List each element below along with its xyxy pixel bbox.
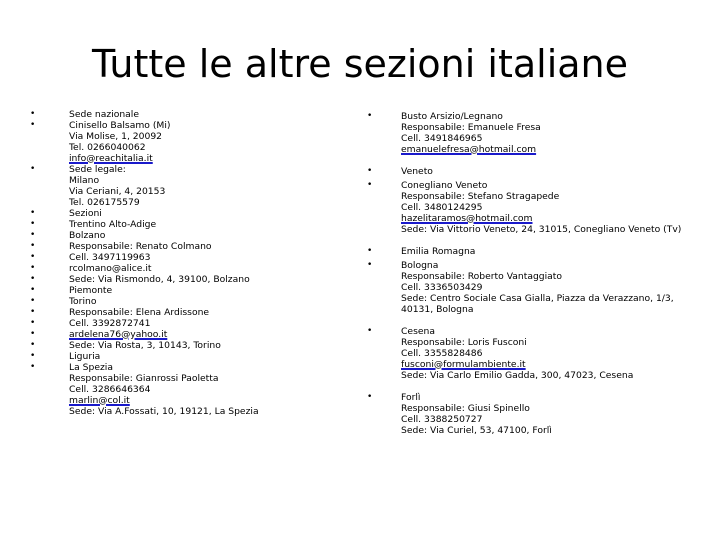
text-line: Sezioni [69,208,102,219]
list-item [30,120,330,164]
text-line: Trentino Alto-Adige [69,219,157,230]
text-line: Sede: Via Rosta, 3, 10143, Torino [69,340,221,351]
right-column [367,111,712,436]
bullet-icon: • [367,246,373,256]
text-line: Responsabile: Stefano Stragapede [401,191,560,202]
text-line: Torino [69,296,97,307]
text-line: Cell. 3491846965 [401,133,483,144]
text-line: Sede: Via Carlo Emilio Gadda, 300, 47023, Cesena [401,370,634,381]
text-line: Cesena [401,326,435,337]
text-line: Bolzano [69,230,106,241]
bullet-icon: • [367,326,373,336]
list-item [30,307,330,318]
bullet-icon: • [30,120,36,130]
list-item [30,219,330,230]
bullet-icon: • [367,111,373,121]
bullet-icon: • [367,166,373,176]
left-column [30,109,330,417]
list-item [30,230,330,241]
bullet-icon: • [367,392,373,402]
text-line: Bologna [401,260,439,271]
text-line: Responsabile: Renato Colmano [69,241,212,252]
text-line: Cell. 3497119963 [69,252,151,263]
bullet-icon: • [30,230,36,240]
bullet-icon: • [30,296,36,306]
text-line: Sede: Via Vittorio Veneto, 24, 31015, Conegliano Veneto (Tv) [401,224,682,235]
bullet-icon: • [30,208,36,218]
bullet-icon: • [30,241,36,251]
list-item [30,109,330,120]
bullet-icon: • [30,307,36,317]
text-line: Milano [69,175,100,186]
list-item [367,111,712,155]
email-link[interactable]: emanuelefresa@hotmail.com [401,144,537,155]
list-item [30,274,330,285]
bullet-icon: • [30,219,36,229]
text-line: Tel. 0266040062 [69,142,146,153]
text-line: Responsabile: Loris Fusconi [401,337,527,348]
list-item [30,263,330,274]
list-item [30,164,330,208]
text-line: Via Molise, 1, 20092 [69,131,163,142]
text-line: Cinisello Balsamo (Mi) [69,120,171,131]
list-item [367,326,712,381]
bullet-icon: • [30,252,36,262]
list-item [367,246,712,257]
text-line: Responsabile: Roberto Vantaggiato [401,271,563,282]
text-line: Cell. 3388250727 [401,414,483,425]
text-line: Veneto [401,166,433,177]
list-item [30,318,330,329]
list-item [30,285,330,296]
list-item [30,208,330,219]
text-line: 40131, Bologna [401,304,474,315]
text-line: Cell. 3286646364 [69,384,151,395]
bullet-icon: • [367,180,373,190]
email-link[interactable]: hazelitaramos@hotmail.com [401,213,533,224]
list-item [30,252,330,263]
text-line: Responsabile: Emanuele Fresa [401,122,541,133]
text-line: Responsabile: Gianrossi Paoletta [69,373,219,384]
list-item [367,180,712,235]
text-line: Responsabile: Elena Ardissone [69,307,210,318]
text-line: Via Ceriani, 4, 20153 [69,186,166,197]
bullet-icon: • [30,340,36,350]
list-item [30,351,330,362]
email-link[interactable]: ardelena76@yahoo.it [69,329,168,340]
text-line: rcolmano@alice.it [69,263,152,274]
bullet-icon: • [30,318,36,328]
text-line: Piemonte [69,285,113,296]
text-line: Conegliano Veneto [401,180,488,191]
email-link[interactable]: info@reachitalia.it [69,153,153,164]
text-line: Sede nazionale [69,109,139,120]
text-line: Tel. 026175579 [69,197,140,208]
text-line: La Spezia [69,362,113,373]
text-line: Sede legale: [69,164,126,175]
text-line: Sede: Centro Sociale Casa Gialla, Piazza da Verazzano, 1/3, [401,293,674,304]
list-item [30,241,330,252]
bullet-icon: • [30,109,36,119]
bullet-icon: • [30,329,36,339]
text-line: Sede: Via A.Fossati, 10, 19121, La Spezia [69,406,259,417]
text-line: Cell. 3355828486 [401,348,483,359]
email-link[interactable]: marlin@col.it [69,395,130,406]
list-item [367,166,712,177]
text-line: Emilia Romagna [401,246,476,257]
bullet-icon: • [30,274,36,284]
text-line: Busto Arsizio/Legnano [401,111,503,122]
bullet-icon: • [367,260,373,270]
list-item [30,329,330,340]
text-line: Cell. 3392872741 [69,318,151,329]
text-line: Cell. 3336503429 [401,282,483,293]
list-item [30,362,330,417]
bullet-icon: • [30,164,36,174]
slide-title: Tutte le altre sezioni italiane [91,42,629,86]
text-line: Cell. 3480124295 [401,202,483,213]
list-item [30,340,330,351]
text-line: Responsabile: Giusi Spinello [401,403,530,414]
text-line: Liguria [69,351,101,362]
text-line: Sede: Via Rismondo, 4, 39100, Bolzano [69,274,250,285]
email-link[interactable]: fusconi@formulambiente.it [401,359,526,370]
bullet-icon: • [30,362,36,372]
bullet-icon: • [30,263,36,273]
list-item [30,296,330,307]
list-item [367,260,712,315]
list-item [367,392,712,436]
text-line: Forlì [401,392,421,403]
bullet-icon: • [30,285,36,295]
bullet-icon: • [30,351,36,361]
text-line: Sede: Via Curiel, 53, 47100, Forlì [401,425,552,436]
